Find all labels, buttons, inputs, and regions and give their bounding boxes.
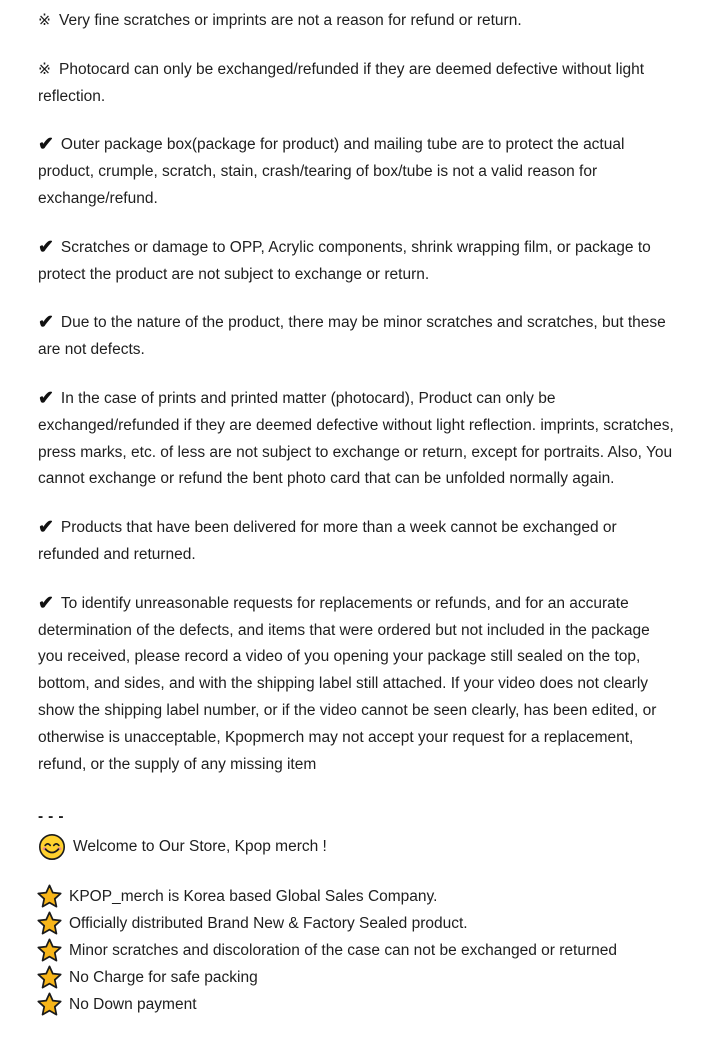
policy-note-text: Scratches or damage to OPP, Acrylic components, shrink wrapping film, or package to protect the product are not subject to exchange or return.	[38, 238, 651, 283]
highlight-text: Minor scratches and discoloration of the case can not be exchanged or returned	[69, 941, 617, 959]
highlight-item	[38, 991, 678, 1018]
highlight-item	[38, 937, 678, 964]
highlight-text: Officially distributed Brand New & Factory Sealed product.	[69, 914, 468, 932]
policy-note-text: In the case of prints and printed matter (photocard), Product can only be exchanged/refunded if they are deemed defective without light reflection. imprints, scratches, press marks, etc. of less are not subject to exchange or return, except for portraits. Also, You cannot exchange or refund the bent photo card that can be unfolded normally again.	[38, 389, 674, 488]
policy-note	[38, 591, 678, 779]
star-icon	[36, 910, 63, 937]
policy-note	[38, 132, 678, 212]
policy-note-text: Very fine scratches or imprints are not a reason for refund or return.	[59, 12, 522, 29]
policy-note	[38, 515, 678, 569]
policy-notes-section	[38, 8, 678, 778]
policy-note-text: Due to the nature of the product, there may be minor scratches and scratches, but these are not defects.	[38, 314, 666, 359]
smiling-face-icon	[38, 833, 66, 861]
welcome-line	[38, 833, 678, 861]
policy-note-text: To identify unreasonable requests for replacements or refunds, and for an accurate determination of the defects, and items that were ordered but not included in the package you received, please record a video of you opening your package still sealed on the top, bottom, and sides, and with the shipping label still attached. If your video does not clearly show the shipping label number, or if the video cannot be seen clearly, has been edited, or otherwise is unacceptable, Kpopmerch may not accept your request for a replacement, refund, or the supply of any missing item	[38, 594, 657, 773]
reference-mark-icon: ※	[38, 60, 51, 78]
policy-note	[38, 57, 678, 111]
highlight-text: No Charge for safe packing	[69, 968, 258, 986]
highlight-item	[38, 910, 678, 937]
check-mark-icon: ✔	[38, 236, 54, 258]
check-mark-icon: ✔	[38, 312, 54, 334]
highlight-item	[38, 883, 678, 910]
check-mark-icon: ✔	[38, 592, 54, 614]
policy-note	[38, 386, 678, 493]
star-icon	[36, 991, 63, 1018]
divider-dashes: ---	[38, 808, 69, 826]
policy-note-text: Photocard can only be exchanged/refunded if they are deemed defective without light reflection.	[38, 60, 645, 105]
check-mark-icon: ✔	[38, 517, 54, 539]
check-mark-icon: ✔	[38, 134, 54, 156]
policy-note-text: Products that have been delivered for more than a week cannot be exchanged or refunded and returned.	[38, 519, 617, 563]
policy-note	[38, 235, 678, 289]
policy-note	[38, 310, 678, 364]
star-icon	[36, 883, 63, 910]
highlight-text: No Down payment	[69, 995, 197, 1013]
policy-note	[38, 8, 678, 35]
highlight-text: KPOP_merch is Korea based Global Sales Company.	[69, 887, 438, 905]
store-highlights-list	[38, 883, 678, 1018]
check-mark-icon: ✔	[38, 387, 54, 409]
reference-mark-icon: ※	[38, 12, 51, 29]
welcome-text: Welcome to Our Store, Kpop merch !	[73, 837, 327, 855]
star-icon	[36, 964, 63, 991]
star-icon	[36, 937, 63, 964]
policy-note-text: Outer package box(package for product) and mailing tube are to protect the actual product, crumple, scratch, stain, crash/tearing of box/tube is not a valid reason for exchange/refund.	[38, 136, 625, 207]
highlight-item	[38, 964, 678, 991]
